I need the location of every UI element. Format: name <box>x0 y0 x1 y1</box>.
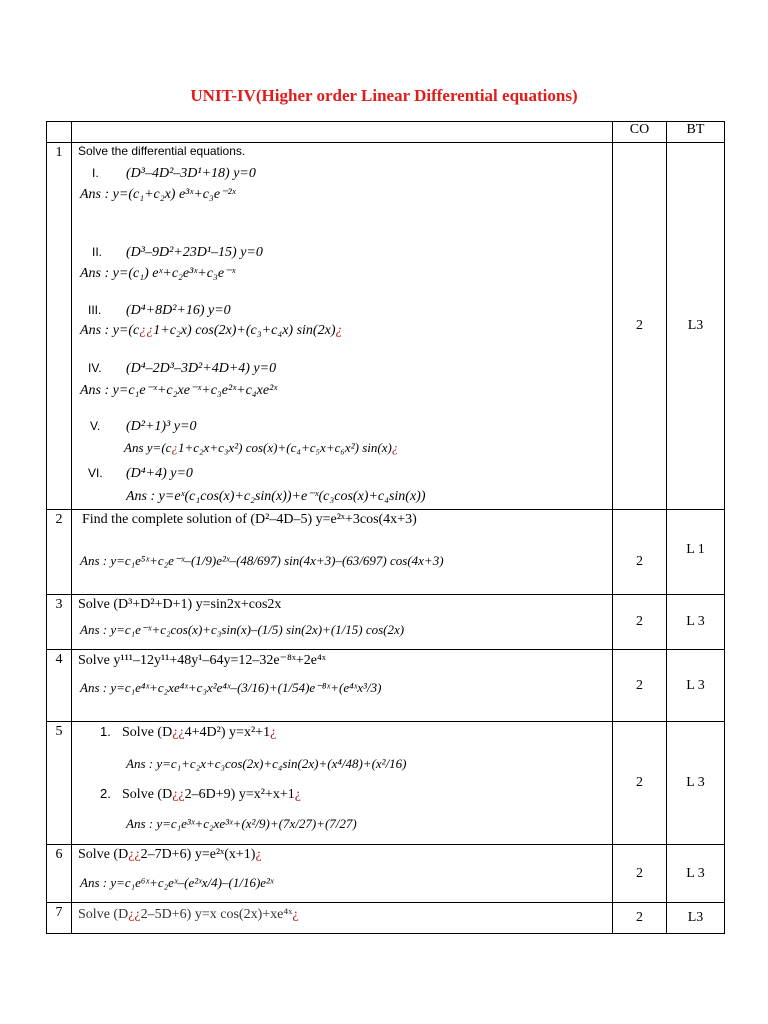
header-bt: BT <box>667 122 725 143</box>
bt-value: L 3 <box>667 595 725 650</box>
glyph-mark: ¿ <box>270 725 277 740</box>
part-equation: (D⁴+8D²+16) y=0 <box>126 303 231 318</box>
part-numeral: V. <box>90 419 101 433</box>
answer-text: Ans : y=c₁e⁴ˣ+c₂xe⁴ˣ+c₃x²e⁴ˣ–(3/16)+(1/54)e⁻⁸ˣ+(e⁴ˣx³/3) <box>80 680 382 695</box>
table-row <box>47 722 725 845</box>
question-number: 7 <box>47 903 72 934</box>
glyph-mark: ¿ <box>139 323 147 338</box>
glyph-mark: ¿ <box>335 323 343 338</box>
question-cell <box>72 650 613 722</box>
question-cell <box>72 722 613 845</box>
question-number: 3 <box>47 595 72 650</box>
answer-text: Ans : y=c₁e³ˣ+c₂xe³ˣ+(x²/9)+(7x/27)+(7/27) <box>126 816 357 831</box>
part-answer: Ans : y=(c₁) eˣ+c₂e³ˣ+c₃e⁻ˣ <box>80 266 236 281</box>
part-row <box>92 166 256 182</box>
question-number: 5 <box>47 722 72 845</box>
question-number: 1 <box>47 143 72 510</box>
sub-question-text: Solve (D¿¿4+4D²) y=x²+1¿ <box>122 725 277 740</box>
header-question-cell <box>72 122 613 143</box>
glyph-mark: ¿ <box>292 907 299 922</box>
part-equation: (D³–9D²+23D¹–15) y=0 <box>126 245 263 260</box>
header-co: CO <box>613 122 667 143</box>
bt-value: L3 <box>667 143 725 510</box>
glyph-mark: ¿ <box>172 725 179 740</box>
glyph-mark: ¿ <box>178 725 185 740</box>
bt-value: L3 <box>667 903 725 934</box>
glyph-mark: ¿ <box>178 787 185 802</box>
glyph-mark: ¿ <box>294 787 301 802</box>
question-text: Find the complete solution of (D²–4D–5) y=e²ˣ+3cos(4x+3) <box>82 512 417 527</box>
part-row <box>90 419 196 435</box>
table-row <box>47 845 725 903</box>
co-value: 2 <box>613 722 667 845</box>
bt-value: L 3 <box>667 650 725 722</box>
glyph-mark: ¿ <box>171 440 178 455</box>
page-title: UNIT-IV(Higher order Linear Differential equations) <box>190 86 578 105</box>
glyph-mark: ¿ <box>134 907 141 922</box>
part-answer: Ans : y=eˣ(c₁cos(x)+c₂sin(x))+e⁻ˣ(c₃cos(x)+c₄sin(x)) <box>126 489 426 504</box>
part-answer: Ans : y=c₁e⁻ˣ+c₂xe⁻ˣ+c₃e²ˣ+c₄xe²ˣ <box>80 383 278 398</box>
co-value: 2 <box>613 595 667 650</box>
question-cell <box>72 845 613 903</box>
part-numeral: III. <box>88 303 102 317</box>
question-text: Solve (D³+D²+D+1) y=sin2x+cos2x <box>78 597 282 612</box>
glyph-mark: ¿ <box>146 323 154 338</box>
glyph-mark: ¿ <box>128 847 135 862</box>
co-value: 2 <box>613 143 667 510</box>
glyph-mark: ¿ <box>172 787 179 802</box>
answer-text: Ans : y=c₁+c₂x+c₃cos(2x)+c₄sin(2x)+(x⁴/48)+(x²/16) <box>126 756 407 771</box>
part-numeral: VI. <box>88 466 103 480</box>
table-row <box>47 650 725 722</box>
part-equation: (D⁴–2D³–3D²+4D+4) y=0 <box>126 361 277 376</box>
part-answer: Ans : y=(c¿¿1+c₂x) cos(2x)+(c₃+c₄x) sin(2x)¿ <box>80 323 343 338</box>
co-value: 2 <box>613 903 667 934</box>
glyph-mark: ¿ <box>255 847 262 862</box>
question-intro: Solve the differential equations. <box>78 144 246 158</box>
sub-question-number: 1. <box>100 724 111 739</box>
co-value: 2 <box>613 510 667 595</box>
header-num-cell <box>47 122 72 143</box>
bt-value: L 3 <box>667 845 725 903</box>
part-row <box>88 466 193 482</box>
part-answer: Ans y=(c¿1+c₂x+c₃x²) cos(x)+(c₄+c₅x+c₆x²) sin(x)¿ <box>124 440 399 455</box>
part-row <box>88 303 231 319</box>
glyph-mark: ¿ <box>128 907 135 922</box>
part-row <box>92 245 263 261</box>
question-number: 2 <box>47 510 72 595</box>
bt-value: L 1 <box>667 510 725 595</box>
part-equation: (D²+1)³ y=0 <box>126 419 197 434</box>
question-number: 6 <box>47 845 72 903</box>
table-row <box>47 903 725 934</box>
sub-question <box>100 786 301 803</box>
sub-question-number: 2. <box>100 786 111 801</box>
table-header-row <box>47 122 725 143</box>
answer-text: Ans : y=c₁e⁻ˣ+c₂cos(x)+c₃sin(x)–(1/5) sin(2x)+(1/15) cos(2x) <box>80 622 405 637</box>
part-numeral: I. <box>92 166 99 180</box>
table-row <box>47 510 725 595</box>
sub-question-text: Solve (D¿¿2–6D+9) y=x²+x+1¿ <box>122 787 301 802</box>
question-text: Solve y¹¹¹–12y¹¹+48y¹–64y=12–32e⁻⁸ˣ+2e⁴ˣ <box>78 653 326 668</box>
part-numeral: IV. <box>88 361 102 375</box>
glyph-mark: ¿ <box>391 440 399 455</box>
co-value: 2 <box>613 845 667 903</box>
question-text: Solve (D¿¿2–5D+6) y=x cos(2x)+xe⁴ˣ¿ <box>78 907 299 922</box>
answer-text: Ans : y=c₁e⁵ˣ+c₂e⁻ˣ–(1/9)e²ˣ–(48/697) sin(4x+3)–(63/697) cos(4x+3) <box>80 553 444 568</box>
table-row <box>47 143 725 510</box>
question-cell <box>72 510 613 595</box>
answer-text: Ans : y=c₁e⁶ˣ+c₂eˣ–(e²ˣx/4)–(1/16)e²ˣ <box>80 875 274 890</box>
sub-question <box>100 724 276 741</box>
question-cell <box>72 903 613 934</box>
table-row <box>47 595 725 650</box>
question-cell <box>72 595 613 650</box>
part-equation: (D⁴+4) y=0 <box>126 466 193 481</box>
part-answer: Ans : y=(c₁+c₂x) e³ˣ+c₃e⁻²ˣ <box>80 187 236 202</box>
part-row <box>88 361 276 377</box>
part-equation: (D³–4D²–3D¹+18) y=0 <box>126 166 256 181</box>
bt-value: L 3 <box>667 722 725 845</box>
co-value: 2 <box>613 650 667 722</box>
question-cell <box>72 143 613 510</box>
question-table <box>46 121 725 934</box>
part-numeral: II. <box>92 245 103 259</box>
glyph-mark: ¿ <box>134 847 141 862</box>
question-text: Solve (D¿¿2–7D+6) y=e²ˣ(x+1)¿ <box>78 847 262 862</box>
question-number: 4 <box>47 650 72 722</box>
